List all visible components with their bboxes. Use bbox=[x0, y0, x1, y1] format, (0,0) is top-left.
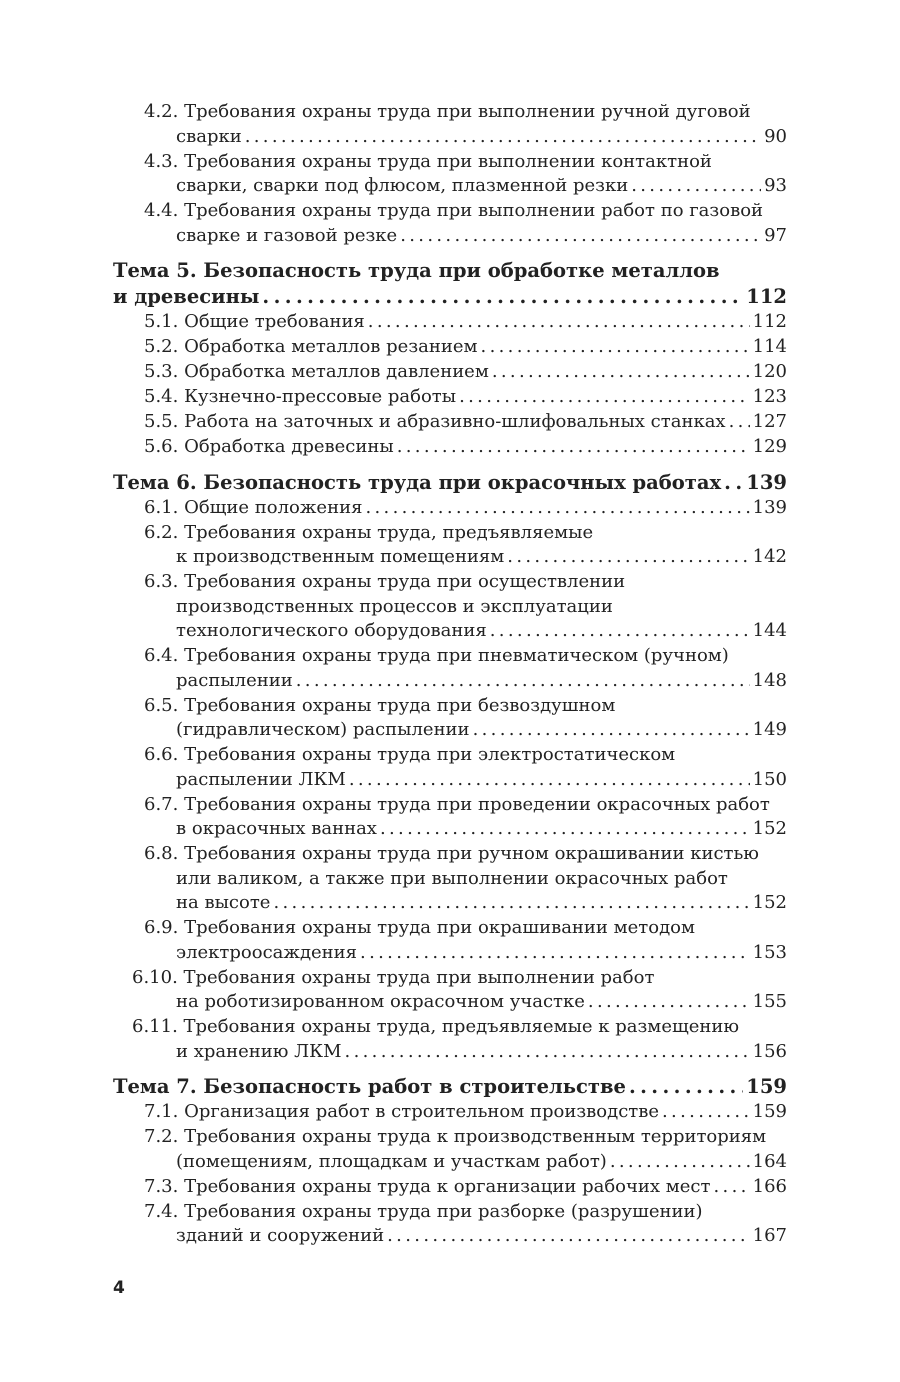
dot-leader bbox=[368, 310, 750, 335]
toc-subsection-entry bbox=[113, 335, 787, 360]
dot-leader bbox=[610, 1150, 750, 1175]
toc-entry-title: в окрасочных ваннах bbox=[176, 818, 377, 839]
toc-entry-title: или валиком, а также при выполнении окрасочных работ bbox=[176, 867, 728, 889]
toc-entry-title: сварки, сварки под флюсом, плазменной резки bbox=[176, 175, 629, 196]
toc-subsection-entry bbox=[113, 644, 787, 693]
toc-line bbox=[113, 335, 787, 360]
toc-entry-title: 4.2. Требования охраны труда при выполнении ручной дуговой bbox=[144, 101, 751, 122]
toc-subsection-entry bbox=[113, 916, 787, 965]
toc-page-number: 156 bbox=[752, 1040, 787, 1062]
toc-line bbox=[113, 385, 787, 410]
toc-page-number: 93 bbox=[764, 175, 787, 196]
toc-entry-title: 6.10. Требования охраны труда при выполнении работ bbox=[132, 966, 655, 988]
toc-line bbox=[113, 1074, 787, 1100]
toc-entry-title: на роботизированном окрасочном участке bbox=[176, 991, 585, 1012]
toc-page-number: 127 bbox=[752, 411, 787, 432]
toc-subsection-entry bbox=[113, 694, 787, 743]
toc-entry-title: 5.5. Работа на заточных и абразивно-шлифовальных станках bbox=[144, 411, 726, 432]
toc-page-number: 164 bbox=[752, 1150, 787, 1172]
toc-subsection-entry bbox=[113, 1125, 787, 1174]
toc-subsection-entry bbox=[113, 310, 787, 335]
toc-line bbox=[113, 718, 787, 743]
toc-line bbox=[113, 224, 787, 249]
toc-line bbox=[113, 990, 787, 1015]
toc-line bbox=[113, 1224, 787, 1249]
toc-entry-title: 6.4. Требования охраны труда при пневматическом (ручном) bbox=[144, 645, 729, 666]
toc-page-number: 139 bbox=[752, 496, 787, 518]
toc-entry-title: 7.4. Требования охраны труда при разборке (разрушении) bbox=[144, 1200, 703, 1222]
toc-entry-title: на высоте bbox=[176, 892, 271, 913]
toc-subsection-entry bbox=[113, 521, 787, 570]
toc-page-number: 159 bbox=[752, 1101, 787, 1122]
toc-subsection-entry bbox=[113, 1015, 787, 1064]
toc-subsection-entry bbox=[113, 435, 787, 460]
toc-entry-title: 6.1. Общие положения bbox=[144, 496, 363, 518]
toc-entry-title: производственных процессов и эксплуатации bbox=[176, 595, 613, 617]
toc-line bbox=[113, 496, 787, 521]
toc-entry-title: электроосаждения bbox=[176, 941, 358, 963]
dot-leader bbox=[492, 360, 750, 385]
dot-leader bbox=[459, 385, 750, 410]
toc-entry-title: 5.3. Обработка металлов давлением bbox=[144, 361, 489, 382]
toc-entry-title: (гидравлическом) распылении bbox=[176, 719, 470, 740]
toc-entry-title: 5.4. Кузнечно-прессовые работы bbox=[144, 386, 457, 407]
toc-entry-title: 6.9. Требования охраны труда при окрашивании методом bbox=[144, 917, 696, 938]
toc-entry-title: 7.1. Организация работ в строительном производстве bbox=[144, 1101, 660, 1122]
toc-page-number: 153 bbox=[752, 941, 787, 963]
toc-page-number: 142 bbox=[752, 546, 787, 567]
toc-line bbox=[113, 174, 787, 199]
toc-entry-title: распылении bbox=[176, 669, 293, 691]
toc-entry-title: Тема 7. Безопасность работ в строительстве bbox=[113, 1075, 626, 1098]
toc-subsection-entry bbox=[113, 410, 787, 435]
dot-leader bbox=[507, 545, 749, 570]
toc-line bbox=[113, 941, 787, 966]
dot-leader bbox=[380, 817, 750, 842]
toc-entry-title: 5.2. Обработка металлов резанием bbox=[144, 336, 478, 357]
toc-subsection-entry bbox=[113, 1200, 787, 1249]
toc-entry-title: сварки bbox=[176, 125, 242, 147]
dot-leader bbox=[273, 891, 749, 916]
toc-subsection-entry bbox=[113, 1100, 787, 1125]
dot-leader bbox=[631, 174, 761, 199]
toc-line bbox=[113, 619, 787, 644]
toc-entry-title: 7.3. Требования охраны труда к организации рабочих мест bbox=[144, 1175, 711, 1197]
toc-page-number: 167 bbox=[752, 1225, 787, 1246]
toc-entry-title: 6.2. Требования охраны труда, предъявляемые bbox=[144, 521, 594, 543]
toc-entry-title: (помещениям, площадкам и участкам работ) bbox=[176, 1150, 607, 1172]
dot-leader bbox=[729, 410, 750, 435]
toc-entry-title: и древесины bbox=[113, 285, 260, 308]
toc-subsection-entry bbox=[113, 570, 787, 644]
toc-entry-title: 5.6. Обработка древесины bbox=[144, 436, 394, 457]
toc-entry-title: Тема 5. Безопасность труда при обработке металлов bbox=[113, 259, 720, 282]
dot-leader bbox=[245, 125, 761, 150]
toc-subsection-entry bbox=[113, 793, 787, 842]
toc-entry-title: технологического оборудования bbox=[176, 620, 487, 641]
toc-entry-title: 4.3. Требования охраны труда при выполнении контактной bbox=[144, 150, 712, 172]
dot-leader bbox=[262, 284, 743, 310]
dot-leader bbox=[490, 619, 750, 644]
toc-page-number: 114 bbox=[752, 336, 787, 357]
toc-line bbox=[113, 284, 787, 310]
toc-theme-entry bbox=[113, 470, 787, 496]
table-of-contents bbox=[113, 100, 787, 1249]
toc-line bbox=[113, 891, 787, 916]
toc-subsection-entry bbox=[113, 100, 787, 149]
toc-page-number: 166 bbox=[752, 1175, 787, 1197]
toc-page-number: 129 bbox=[752, 436, 787, 457]
toc-line bbox=[113, 1150, 787, 1175]
toc-entry-title: распылении ЛКМ bbox=[176, 768, 346, 790]
dot-leader bbox=[713, 1175, 749, 1200]
dot-leader bbox=[588, 990, 750, 1015]
toc-entry-title: 6.5. Требования охраны труда при безвоздушном bbox=[144, 694, 616, 716]
toc-entry-title: 6.7. Требования охраны труда при проведении окрасочных работ bbox=[144, 793, 770, 815]
toc-line bbox=[113, 410, 787, 435]
toc-subsection-entry bbox=[113, 150, 787, 199]
dot-leader bbox=[296, 669, 750, 694]
toc-page-number: 155 bbox=[752, 991, 787, 1012]
page-number: 4 bbox=[113, 1278, 125, 1298]
toc-page-number: 112 bbox=[746, 285, 787, 308]
toc-entry-title: Тема 6. Безопасность труда при окрасочных работах bbox=[113, 470, 722, 494]
dot-leader bbox=[662, 1100, 750, 1125]
toc-subsection-entry bbox=[113, 199, 787, 248]
toc-page-number: 144 bbox=[752, 620, 787, 641]
toc-entry-title: и хранению ЛКМ bbox=[176, 1040, 342, 1062]
toc-entry-title: сварке и газовой резке bbox=[176, 224, 398, 246]
toc-subsection-entry bbox=[113, 1175, 787, 1200]
toc-page-number: 150 bbox=[752, 768, 787, 790]
toc-line bbox=[113, 125, 787, 150]
toc-page-number: 149 bbox=[752, 719, 787, 740]
toc-entry-title: 6.3. Требования охраны труда при осуществлении bbox=[144, 571, 626, 592]
dot-leader bbox=[360, 941, 750, 966]
dot-leader bbox=[473, 718, 750, 743]
toc-line bbox=[113, 470, 787, 496]
toc-entry-title: 5.1. Общие требования bbox=[144, 311, 365, 332]
dot-leader bbox=[397, 435, 750, 460]
dot-leader bbox=[481, 335, 750, 360]
toc-entry-title: зданий и сооружений bbox=[176, 1225, 385, 1246]
toc-entry-title: 4.4. Требования охраны труда при выполнении работ по газовой bbox=[144, 200, 764, 221]
dot-leader bbox=[387, 1224, 750, 1249]
toc-page-number: 152 bbox=[752, 892, 787, 913]
toc-line bbox=[113, 360, 787, 385]
toc-entry-title: 6.11. Требования охраны труда, предъявляемые к размещению bbox=[132, 1016, 740, 1037]
toc-line bbox=[113, 1040, 787, 1065]
dot-leader bbox=[400, 224, 761, 249]
dot-leader bbox=[349, 768, 750, 793]
dot-leader bbox=[724, 470, 743, 496]
dot-leader bbox=[629, 1074, 743, 1100]
toc-entry-title: 6.8. Требования охраны труда при ручном окрашивании кистью bbox=[144, 843, 759, 864]
toc-theme-entry bbox=[113, 1074, 787, 1100]
toc-line bbox=[113, 435, 787, 460]
toc-line bbox=[113, 768, 787, 793]
toc-entry-title: 7.2. Требования охраны труда к производственным территориям bbox=[144, 1126, 767, 1147]
toc-subsection-entry bbox=[113, 496, 787, 521]
toc-line bbox=[113, 1100, 787, 1125]
toc-page-number: 120 bbox=[752, 361, 787, 382]
toc-theme-entry bbox=[113, 258, 787, 310]
toc-line bbox=[113, 669, 787, 694]
dot-leader bbox=[345, 1040, 750, 1065]
toc-page-number: 90 bbox=[764, 125, 787, 147]
toc-subsection-entry bbox=[113, 385, 787, 410]
dot-leader bbox=[365, 496, 749, 521]
toc-line bbox=[113, 310, 787, 335]
toc-page-number: 152 bbox=[752, 818, 787, 839]
toc-subsection-entry bbox=[113, 743, 787, 792]
toc-page-number: 123 bbox=[752, 386, 787, 407]
toc-subsection-entry bbox=[113, 842, 787, 916]
toc-page-number: 148 bbox=[752, 669, 787, 691]
toc-line bbox=[113, 1175, 787, 1200]
toc-page-number: 112 bbox=[752, 311, 787, 332]
toc-subsection-entry bbox=[113, 360, 787, 385]
toc-page-number: 139 bbox=[746, 470, 787, 494]
toc-entry-title: 6.6. Требования охраны труда при электростатическом bbox=[144, 744, 676, 765]
toc-subsection-entry bbox=[113, 966, 787, 1015]
toc-entry-title: к производственным помещениям bbox=[176, 546, 505, 567]
toc-line bbox=[113, 817, 787, 842]
toc-page-number: 159 bbox=[746, 1075, 787, 1098]
toc-line bbox=[113, 545, 787, 570]
toc-page-number: 97 bbox=[764, 224, 787, 246]
